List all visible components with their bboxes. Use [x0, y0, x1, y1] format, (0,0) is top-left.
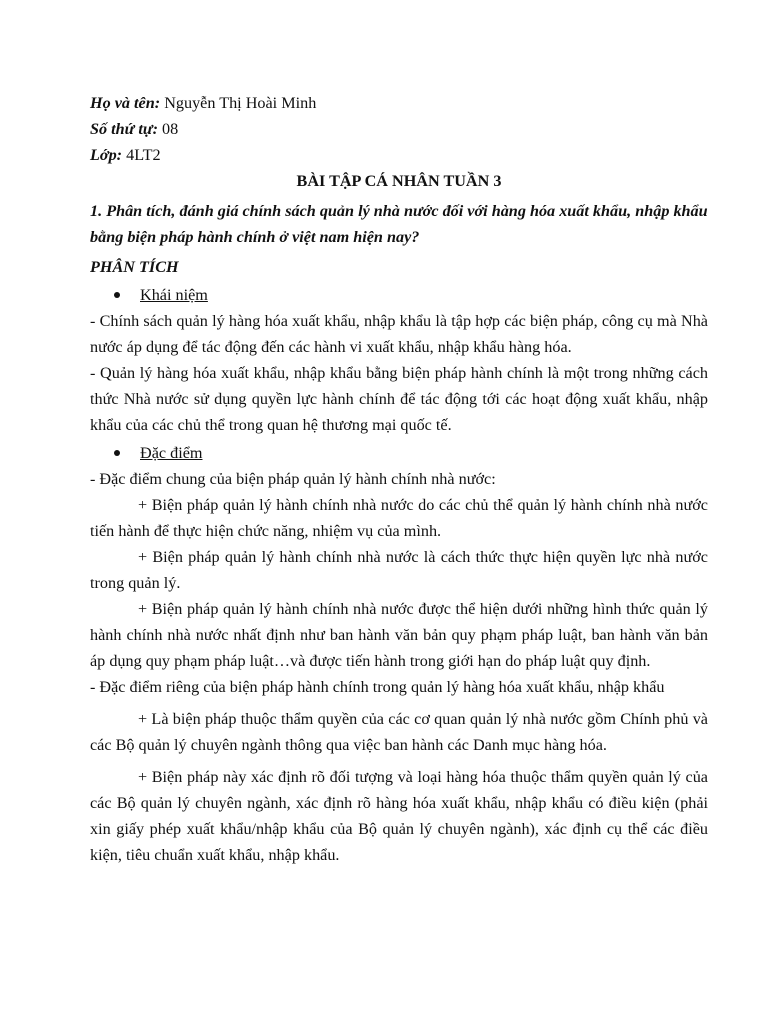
order-number-line [90, 116, 708, 142]
student-name-line [90, 90, 708, 116]
page-title: BÀI TẬP CÁ NHÂN TUẦN 3 [296, 172, 502, 190]
order-value: 08 [157, 120, 179, 138]
features-general-item-1: + Biện pháp quản lý hành chính nhà nước do các chủ thể quản lý hành chính nhà nước tiến hành để thực hiện chức năng, nhiệm vụ của mình. [90, 496, 708, 540]
bullet-features [114, 440, 708, 466]
features-specific-item-1: + Là biện pháp thuộc thẩm quyền của các cơ quan quản lý nhà nước gồm Chính phủ và các Bộ quản lý chuyên ngành thông qua việc ban hành các Danh mục hàng hóa. [90, 710, 708, 754]
class-value: 4LT2 [122, 146, 161, 164]
bullet-concept [114, 282, 708, 308]
question-text: 1. Phân tích, đánh giá chính sách quản lý nhà nước đối với hàng hóa xuất khẩu, nhập khẩu bằng biện pháp hành chính ở việt nam hiện nay? [90, 202, 708, 246]
features-specific-intro: - Đặc điểm riêng của biện pháp hành chính trong quản lý hàng hóa xuất khẩu, nhập khẩu [90, 678, 665, 696]
name-label: Họ và tên: [90, 94, 161, 112]
order-label: Số thứ tự: [90, 120, 158, 138]
features-specific-item-2: + Biện pháp này xác định rõ đối tượng và loại hàng hóa thuộc thẩm quyền quản lý của các Bộ quản lý chuyên ngành, xác định rõ hàng hóa xuất khẩu, nhập khẩu có điều kiện (phải xin giấy phép xuất khẩu/nhập khẩu của Bộ quản lý chuyên ngành), xác định cụ thể các điều kiện, tiêu chuẩn xuất khẩu, nhập khẩu. [90, 768, 708, 864]
bullet-concept-label: Khái niệm [140, 286, 208, 304]
concept-paragraph-1: - Chính sách quản lý hàng hóa xuất khẩu, nhập khẩu là tập hợp các biện pháp, công cụ mà Nhà nước áp dụng để tác động đến các hành vi xuất khẩu, nhập khẩu hàng hóa. [90, 312, 708, 356]
class-line [90, 142, 708, 168]
features-general-intro: - Đặc điểm chung của biện pháp quản lý hành chính nhà nước: [90, 470, 496, 488]
features-general-item-2: + Biện pháp quản lý hành chính nhà nước là cách thức thực hiện quyền lực nhà nước trong quản lý. [90, 548, 708, 592]
concept-paragraph-2: - Quản lý hàng hóa xuất khẩu, nhập khẩu bằng biện pháp hành chính là một trong những cách thức Nhà nước sử dụng quyền lực hành chính để tác động tới các hoạt động xuất khẩu, nhập khẩu của các chủ thể trong quan hệ thương mại quốc tế. [90, 364, 708, 434]
bullet-dot-icon [114, 450, 120, 456]
features-general-item-3: + Biện pháp quản lý hành chính nhà nước được thể hiện dưới những hình thức quản lý hành chính nhà nước nhất định như ban hành văn bản quy phạm pháp luật, ban hành văn bản áp dụng quy phạm pháp luật…và được tiến hành trong giới hạn do pháp luật quy định. [90, 600, 708, 670]
bullet-dot-icon [114, 292, 120, 298]
name-value: Nguyễn Thị Hoài Minh [160, 94, 317, 112]
section-heading: PHÂN TÍCH [90, 258, 179, 276]
bullet-features-label: Đặc điểm [140, 444, 203, 462]
class-label: Lớp: [90, 146, 123, 164]
